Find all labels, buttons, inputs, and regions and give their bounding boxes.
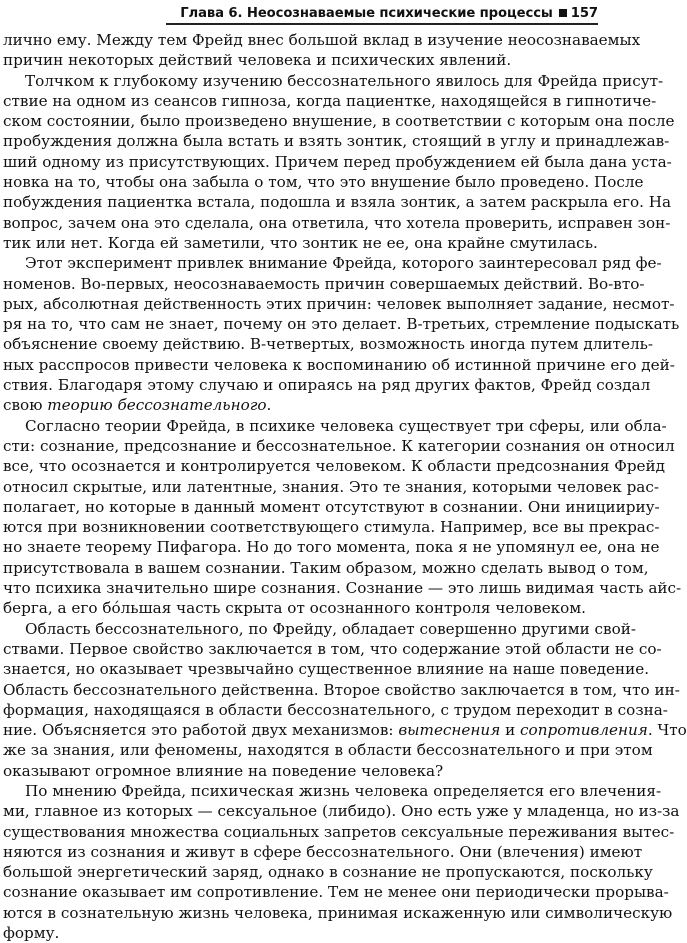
- text-line: [3, 558, 649, 578]
- text-run: ствами. Первое свойство заключается в том, что содержание этой области не со-: [3, 639, 662, 658]
- text-run: относил скрытые, или латентные, знания. Это те знания, которыми человек рас-: [3, 477, 659, 496]
- text-line: [3, 294, 675, 314]
- text-line: [3, 781, 662, 801]
- text-line: [3, 456, 666, 476]
- text-line: [3, 111, 675, 131]
- text-run: существования множества социальных запретов сексуальные переживания вытес-: [3, 822, 675, 841]
- text-line: [3, 416, 667, 436]
- text-run: номенов. Во-первых, неосознаваемость причин совершаемых действий. Во-вто-: [3, 274, 645, 293]
- italic-term: вытеснения: [398, 721, 501, 740]
- text-line: [3, 517, 660, 537]
- text-line: [3, 395, 597, 415]
- text-line: [3, 274, 645, 294]
- text-run: вопрос, зачем она это сделала, она ответила, что хотела проверить, исправен зон-: [3, 213, 671, 232]
- text-line: [3, 700, 668, 720]
- text-line: [3, 740, 653, 760]
- text-run: большой энергетический заряд, однако в сознание не пропускаются, поскольку: [3, 863, 653, 882]
- text-line: [3, 477, 659, 497]
- text-line: [3, 253, 662, 273]
- text-line: [3, 30, 641, 50]
- text-run: ми, главное из которых — сексуальное (либидо). Оно есть уже у младенца, но из-за: [3, 802, 680, 821]
- text-run: но знаете теорему Пифагора. Но до того момента, пока я не упомянул ее, она не: [3, 538, 660, 557]
- text-line: [3, 436, 675, 456]
- text-line: [3, 598, 597, 618]
- text-run: Этот эксперимент привлек внимание Фрейда, которого заинтересовал ряд фе-: [25, 254, 662, 273]
- running-head-text: [180, 6, 598, 21]
- italic-term: сопротивления: [520, 721, 648, 740]
- paragraph: [3, 253, 680, 415]
- text-run: ствие на одном из сеансов гипноза, когда пациентке, находящейся в гипнотиче-: [3, 91, 657, 110]
- text-line: [3, 213, 671, 233]
- text-line: [3, 862, 653, 882]
- text-run: ший одному из присутствующих. Причем перед пробуждением ей была дана уста-: [3, 152, 672, 171]
- text-line: [3, 619, 637, 639]
- text-run: побуждения пациентка встала, подошла и взяла зонтик, а затем раскрыла его. На: [3, 193, 672, 212]
- text-line: [3, 233, 597, 253]
- text-run: ствия. Благодаря этому случаю и опираясь на ряд других фактов, Фрейд создал: [3, 376, 651, 395]
- text-run: Согласно теории Фрейда, в психике человека существует три сферы, или обла-: [25, 416, 667, 435]
- paragraph: [3, 619, 687, 781]
- text-line: [3, 903, 673, 923]
- text-run: причин некоторых действий человека и психических явлений.: [3, 51, 512, 70]
- text-run: берга, а его бóльшая часть скрыта от осознанного контроля человеком.: [3, 599, 586, 618]
- text-line: [3, 71, 664, 91]
- text-line: [3, 375, 651, 395]
- text-run: сознание оказывает им сопротивление. Тем не менее они периодически прорыва-: [3, 883, 669, 902]
- text-line: [3, 192, 672, 212]
- text-run: ются в сознательную жизнь человека, принимая искаженную или символическую: [3, 903, 673, 922]
- text-run: полагает, но которые в данный момент отсутствуют в сознании. Они инициириу-: [3, 497, 660, 516]
- text-line: [3, 822, 675, 842]
- text-line: [3, 172, 644, 192]
- page-body: [3, 30, 687, 943]
- text-line: [3, 882, 669, 902]
- text-line: [3, 761, 597, 781]
- text-line: [3, 50, 597, 70]
- text-run: присутствовала в вашем сознании. Таким образом, можно сделать вывод о том,: [3, 558, 649, 577]
- text-line: [3, 842, 643, 862]
- text-line: [3, 334, 653, 354]
- italic-term: теорию бессознательного: [47, 396, 267, 415]
- page-number: 157: [570, 6, 598, 21]
- text-run: ря на то, что сам не знает, почему он это делает. В-третьих, стремление подыскать: [3, 315, 680, 334]
- paragraph: [3, 30, 641, 71]
- text-line: [3, 131, 670, 151]
- text-line: [3, 639, 662, 659]
- text-line: [3, 314, 680, 334]
- text-line: [3, 537, 660, 557]
- text-run: и: [500, 721, 521, 740]
- text-line: [3, 578, 682, 598]
- paragraph: [3, 781, 680, 943]
- text-line: [3, 801, 680, 821]
- text-run: сти: сознание, предсознание и бессознательное. К категории сознания он относил: [3, 436, 675, 455]
- text-run: ных расспросов привести человека к воспоминанию об истинной причине его дей-: [3, 355, 675, 374]
- paragraph: [3, 416, 682, 619]
- text-run: Толчком к глубокому изучению бессознательного явилось для Фрейда присут-: [25, 71, 664, 90]
- text-run: ются при возникновении соответствующего стимула. Например, все вы прекрас-: [3, 518, 660, 537]
- text-run: объяснение своему действию. В-четвертых, возможность иногда путем длитель-: [3, 335, 653, 354]
- text-run: няются из сознания и живут в сфере бессознательного. Они (влечения) имеют: [3, 842, 643, 861]
- text-run: ском состоянии, было произведено внушение, в соответствии с которым она после: [3, 112, 675, 131]
- text-run: все, что осознается и контролируется человеком. К области предсознания Фрейд: [3, 457, 666, 476]
- text-run: рых, абсолютная действенность этих причин: человек выполняет задание, несмот-: [3, 294, 675, 313]
- text-line: [3, 152, 672, 172]
- text-run: же за знания, или феномены, находятся в области бессознательного и при этом: [3, 741, 653, 760]
- text-run: Область бессознательного, по Фрейду, обладает совершенно другими свой-: [25, 619, 637, 638]
- square-bullet-icon: [559, 9, 567, 17]
- text-line: [3, 720, 687, 740]
- text-line: [3, 659, 650, 679]
- text-run: оказывают огромное влияние на поведение человека?: [3, 761, 444, 780]
- running-head: [0, 0, 620, 30]
- text-run: . Что: [647, 721, 687, 740]
- text-line: [3, 355, 675, 375]
- text-line: [3, 91, 657, 111]
- text-run: новка на то, чтобы она забыла о том, что это внушение было проведено. После: [3, 173, 644, 192]
- text-run: формация, находящаяся в области бессознательного, с трудом переходит в созна-: [3, 700, 668, 719]
- text-line: [3, 680, 680, 700]
- text-run: пробуждения должна была встать и взять зонтик, стоящий в углу и принадлежав-: [3, 132, 670, 151]
- text-run: что психика значительно шире сознания. Сознание — это лишь видимая часть айс-: [3, 579, 682, 598]
- text-line: [3, 923, 597, 943]
- text-run: лично ему. Между тем Фрейд внес большой вклад в изучение неосознаваемых: [3, 31, 641, 49]
- paragraph: [3, 71, 675, 254]
- text-run: По мнению Фрейда, психическая жизнь человека определяется его влечения-: [25, 781, 662, 800]
- text-run: .: [266, 396, 272, 415]
- chapter-title: Глава 6. Неосознаваемые психические процессы: [180, 6, 553, 21]
- header-rule: [166, 23, 598, 25]
- text-run: тик или нет. Когда ей заметили, что зонтик не ее, она крайне смутилась.: [3, 233, 598, 252]
- text-run: свою: [3, 396, 48, 415]
- text-run: форму.: [3, 924, 60, 943]
- text-run: знается, но оказывает чрезвычайно существенное влияние на наше поведение.: [3, 660, 650, 679]
- text-run: Область бессознательного действенна. Второе свойство заключается в том, что ин-: [3, 680, 680, 699]
- text-run: ние. Объясняется это работой двух механизмов:: [3, 721, 399, 740]
- text-line: [3, 497, 660, 517]
